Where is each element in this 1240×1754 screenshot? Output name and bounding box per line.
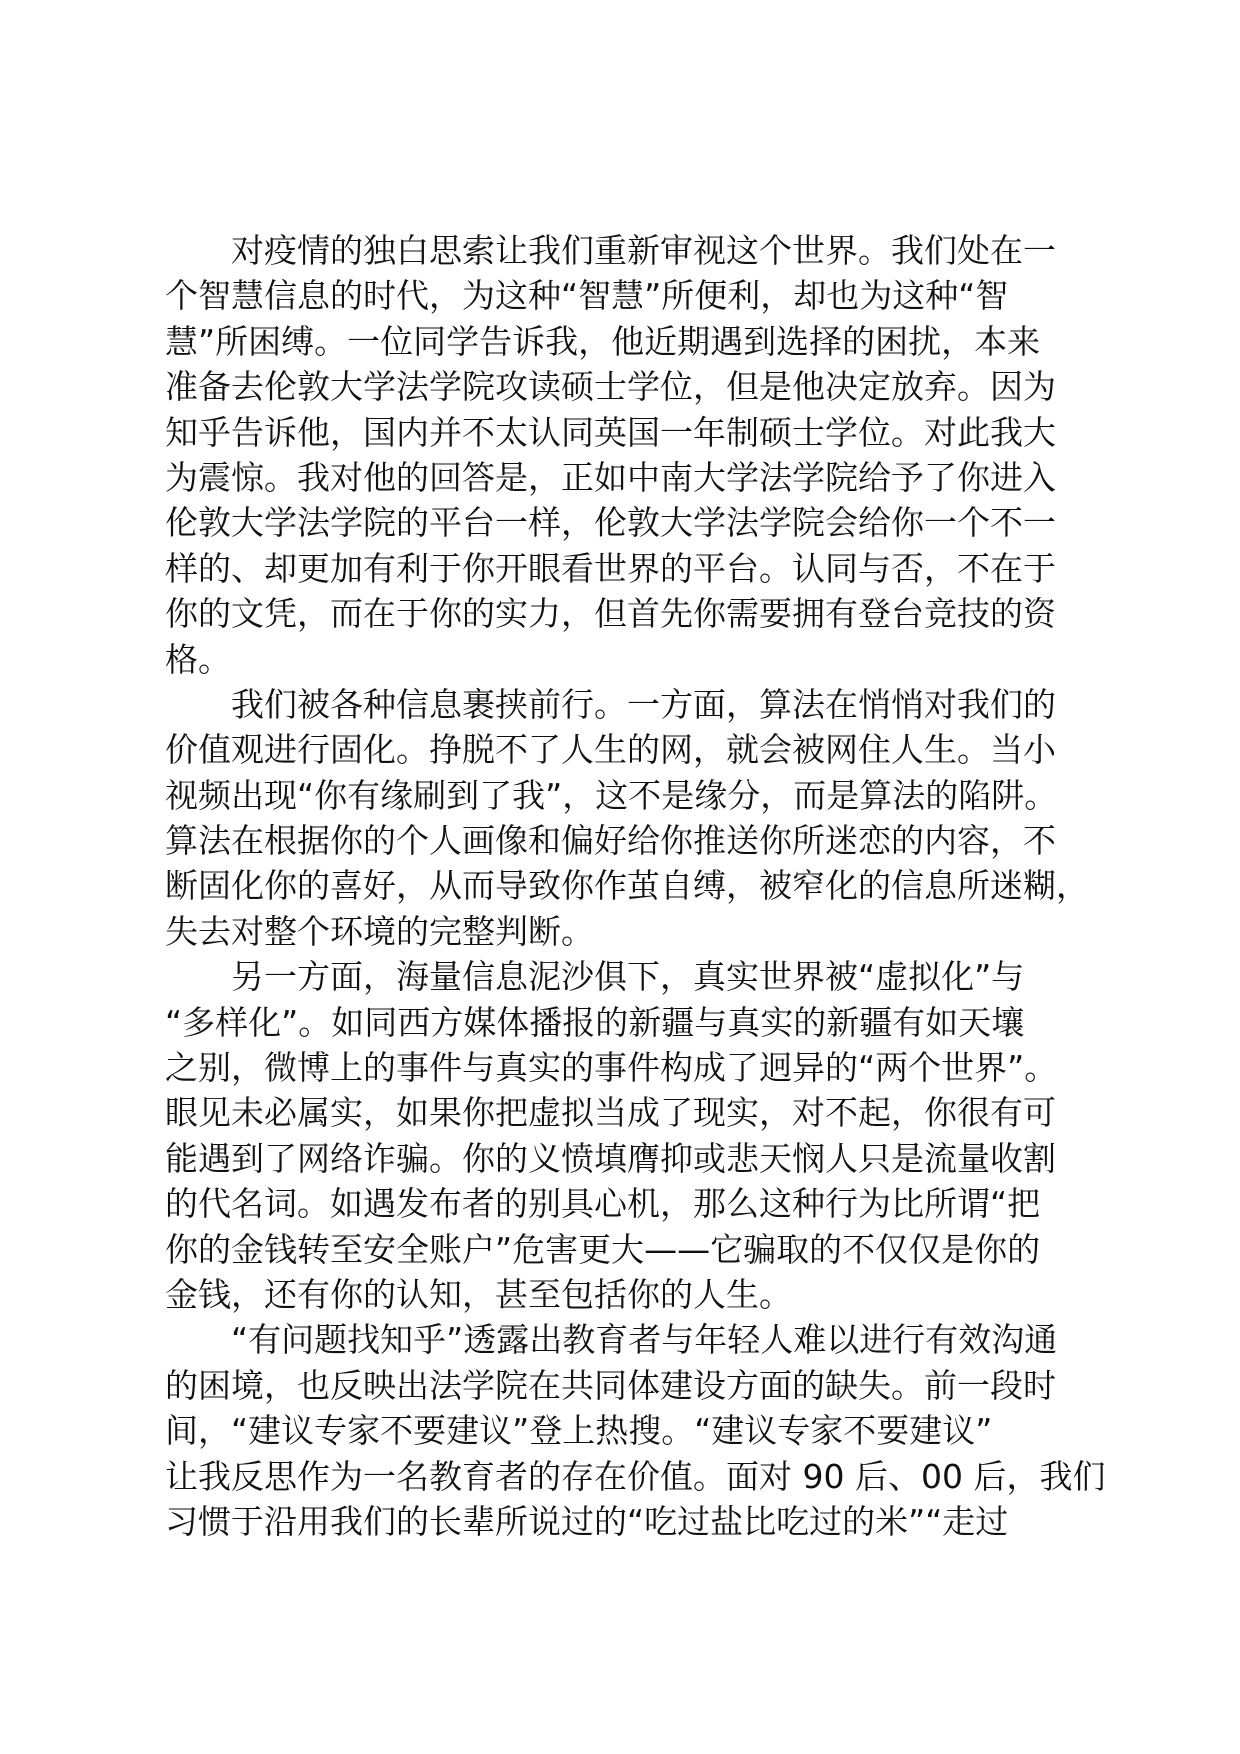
paragraph-3-line: “多样化”。如同西方媒体播报的新疆与真实的新疆有如天壤 (165, 1002, 1025, 1042)
paragraph-1-line: 为震惊。我对他的回答是，正如中南大学法学院给予了你进入 (165, 457, 1056, 497)
paragraph-3-line: 之别，微博上的事件与真实的事件构成了迥异的“两个世界”。 (165, 1048, 1058, 1088)
paragraph-1-line: 慧”所困缚。一位同学告诉我，他近期遇到选择的困扰，本来 (165, 321, 1041, 361)
paragraph-1-line: 准备去伦敦大学法学院攻读硕士学位，但是他决定放弃。因为 (165, 367, 1056, 407)
paragraph-3-line: 眼见未必属实，如果你把虚拟当成了现实，对不起，你很有可 (165, 1093, 1056, 1133)
paragraph-4-line: 的困境，也反映出法学院在共同体建设方面的缺失。前一段时 (165, 1365, 1056, 1405)
paragraph-1-line: 你的文凭，而在于你的实力，但首先你需要拥有登台竞技的资 (165, 594, 1056, 634)
paragraph-3-line: 的代名词。如遇发布者的别具心机，那么这种行为比所谓“把 (165, 1184, 1041, 1224)
paragraph-1-line: 格。 (165, 639, 231, 679)
body-text (165, 228, 1106, 1544)
paragraph-2-line: 视频出现“你有缘刷到了我”，这不是缘分，而是算法的陷阱。 (165, 775, 1058, 815)
paragraph-4-line: 间，“建议专家不要建议”登上热搜。“建议专家不要建议” (165, 1411, 993, 1451)
paragraph-1-line: 对疫情的独白思索让我们重新审视这个世界。我们处在一 (231, 231, 1056, 270)
paragraph-2-line: 我们被各种信息裹挟前行。一方面，算法在悄悄对我们的 (231, 684, 1056, 724)
paragraph-3-line: 另一方面，海量信息泥沙俱下，真实世界被“虚拟化”与 (231, 957, 1025, 997)
paragraph-1-line: 伦敦大学法学院的平台一样，伦敦大学法学院会给你一个不一 (165, 503, 1056, 543)
paragraph-2-line: 断固化你的喜好，从而导致你作茧自缚，被窄化的信息所迷糊， (165, 866, 1089, 906)
paragraph-4-line: 让我反思作为一名教育者的存在价值。面对 90 后、00 后，我们 (165, 1456, 1106, 1496)
paragraph-3-line: 能遇到了网络诈骗。你的义愤填膺抑或悲天悯人只是流量收割 (165, 1138, 1056, 1178)
paragraph-1-line: 个智慧信息的时代，为这种“智慧”所便利，却也为这种“智 (165, 276, 1009, 316)
paragraph-3-line: 金钱，还有你的认知，甚至包括你的人生。 (165, 1274, 792, 1314)
paragraph-4-line: “有问题找知乎”透露出教育者与年轻人难以进行有效沟通 (231, 1320, 1058, 1360)
paragraph-1-line: 知乎告诉他，国内并不太认同英国一年制硕士学位。对此我大 (165, 412, 1056, 452)
paragraph-4-line: 习惯于沿用我们的长辈所说过的“吃过盐比吃过的米”“走过 (165, 1501, 1009, 1541)
paragraph-3-line: 你的金钱转至安全账户”危害更大——它骗取的不仅仅是你的 (165, 1229, 1041, 1269)
paragraph-2-line: 价值观进行固化。挣脱不了人生的网，就会被网住人生。当小 (165, 730, 1056, 770)
paragraph-2-line: 失去对整个环境的完整判断。 (165, 911, 594, 951)
paragraph-2-line: 算法在根据你的个人画像和偏好给你推送你所迷恋的内容，不 (165, 821, 1056, 861)
paragraph-1-line: 样的、却更加有利于你开眼看世界的平台。认同与否，不在于 (165, 548, 1056, 588)
